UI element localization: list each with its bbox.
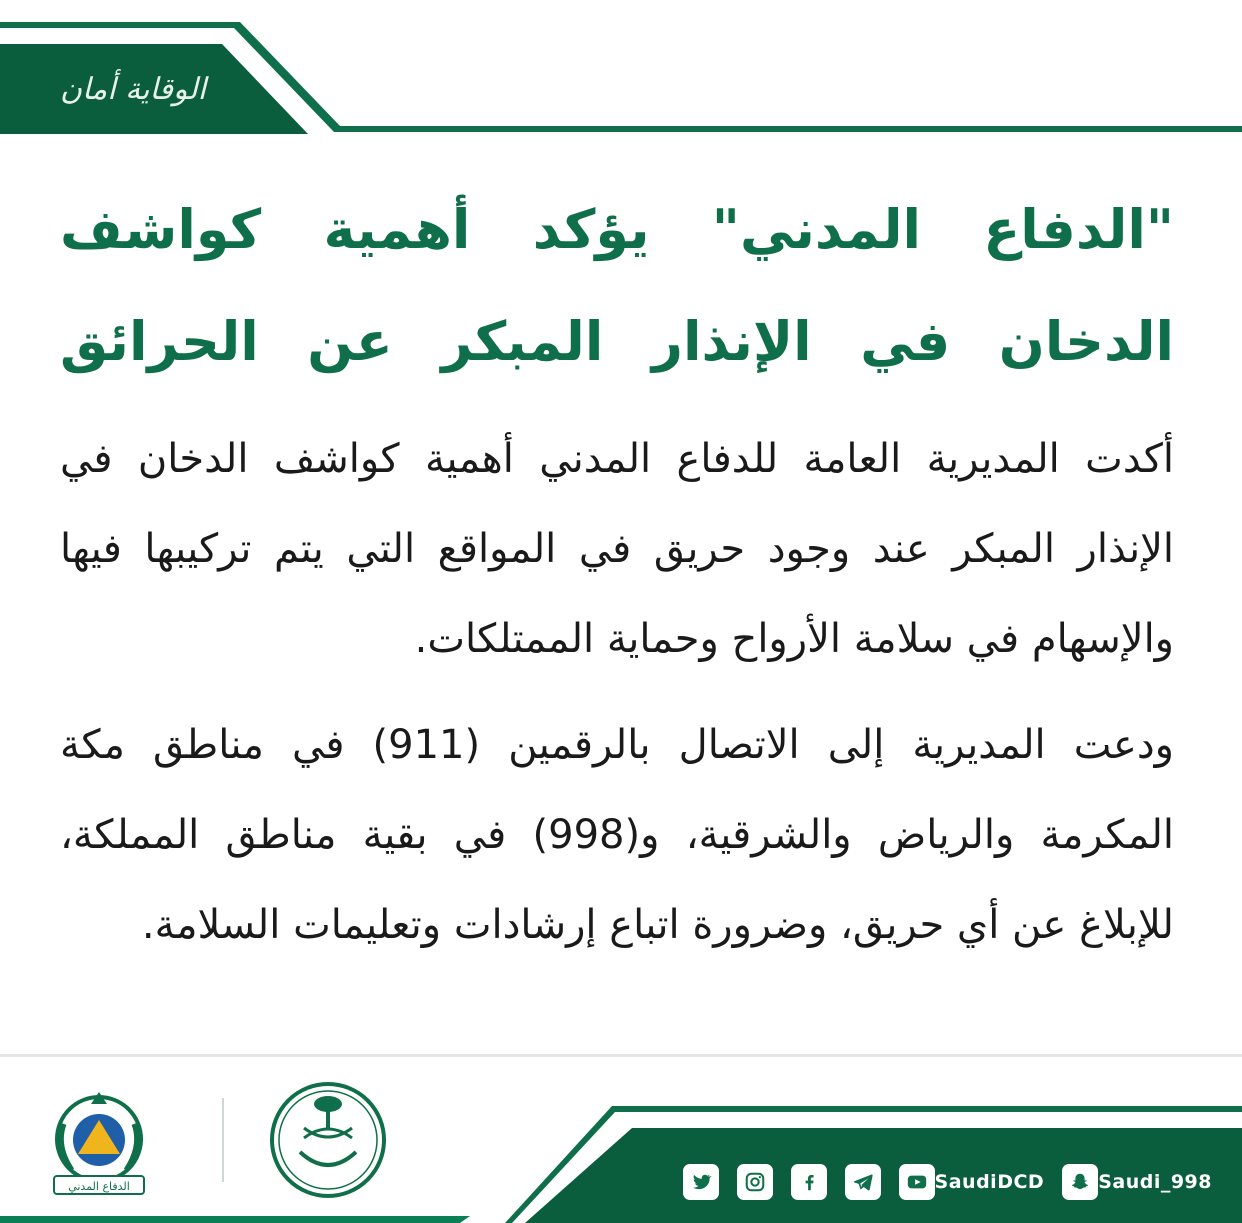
telegram-icon[interactable] <box>845 1164 881 1200</box>
headline <box>60 174 1174 398</box>
footer-banner <box>0 1098 1242 1223</box>
paragraph-1: أكدت المديرية العامة للدفاع المدني أهمية كواشف الدخان في الإنذار المبكر عند وجود حريق في المواقع التي يتم تركيبها فيها والإسهام في سلامة الأرواح وحماية الممتلكات. <box>60 436 1174 662</box>
handle-saudidcd[interactable]: SaudiDCD <box>934 1171 1045 1193</box>
handle-saudi-998[interactable]: Saudi_998 <box>1098 1171 1212 1193</box>
snapchat-group <box>1062 1164 1212 1200</box>
headline-line-1: "الدفاع المدني" يؤكد أهمية كواشف <box>60 198 1174 261</box>
ministry-interior-emblem <box>266 1080 396 1200</box>
emblem-divider <box>222 1098 224 1182</box>
youtube-icon[interactable] <box>899 1164 935 1200</box>
civil-defense-caption: الدفاع المدني <box>68 1180 130 1193</box>
footer-divider <box>0 1054 1242 1057</box>
twitter-icon[interactable] <box>683 1164 719 1200</box>
headline-line-2: الدخان في الإنذار المبكر عن الحرائق <box>60 310 1174 373</box>
slogan-logo: الوقاية أمان <box>59 72 206 107</box>
facebook-icon[interactable] <box>791 1164 827 1200</box>
social-bar <box>683 1162 1212 1202</box>
youtube-group <box>899 1164 1045 1200</box>
paragraph-2: ودعت المديرية إلى الاتصال بالرقمين (911) في مناطق مكة المكرمة والرياض والشرقية، و(998) في بقية مناطق المملكة، للإبلاغ عن أي حريق، وضرورة اتباع إرشادات وتعليمات السلامة. <box>60 722 1174 948</box>
civil-defense-emblem <box>34 1084 164 1204</box>
instagram-icon[interactable] <box>737 1164 773 1200</box>
snapchat-icon[interactable] <box>1062 1164 1098 1200</box>
